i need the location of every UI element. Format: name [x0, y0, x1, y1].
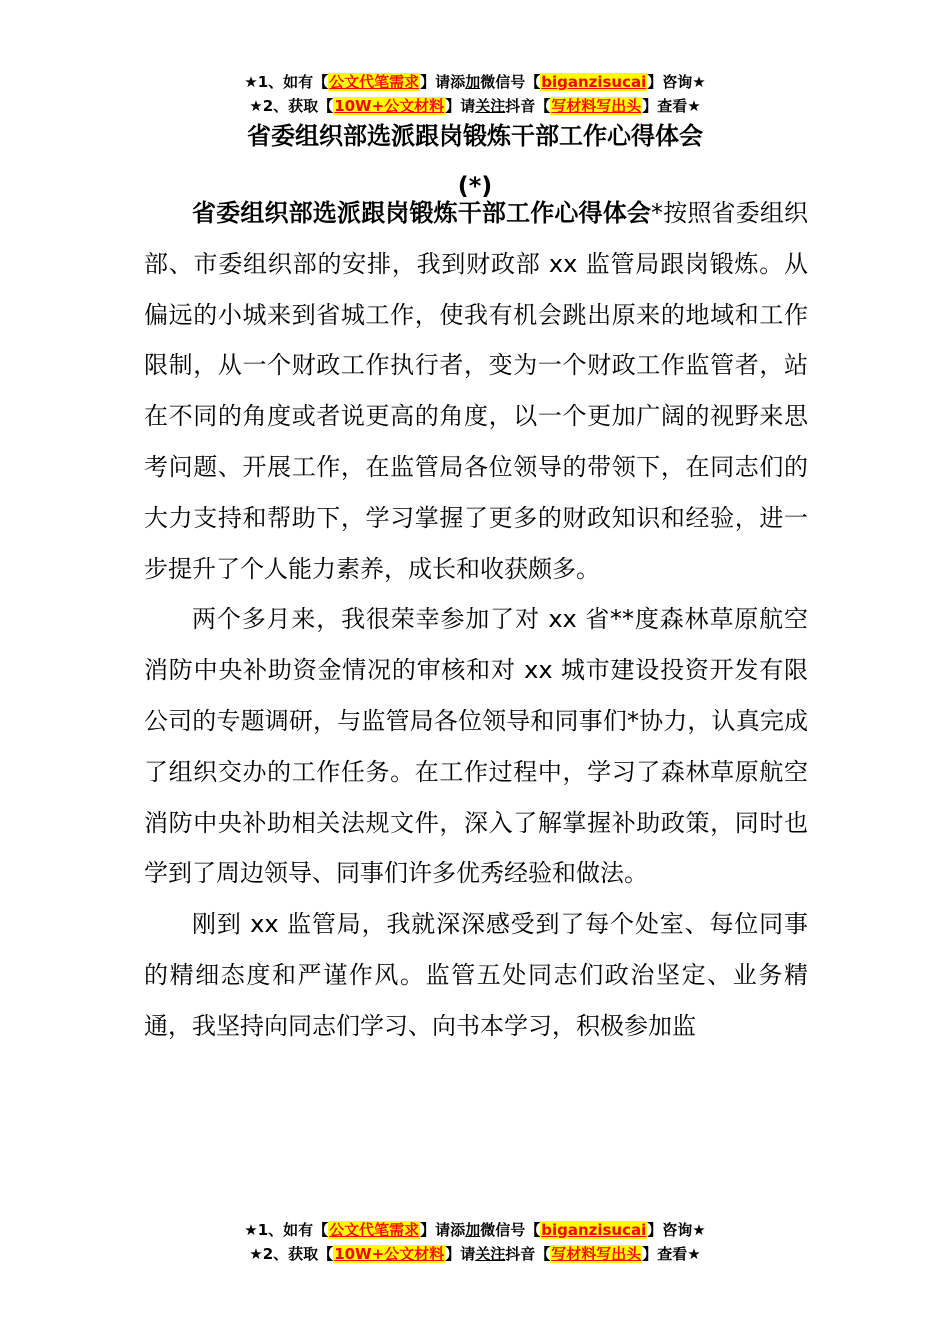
document-title: 省委组织部选派跟岗锻炼干部工作心得体会 [247, 122, 703, 150]
promo-underlined-text: 加 [465, 1221, 481, 1239]
promo-line-1 [0, 1218, 950, 1242]
promo-text: ★1、如有【 [244, 73, 329, 91]
promo-douyin-name: 写材料写出头 [551, 97, 642, 115]
paragraph-text: *按照省委组织部、市委组织部的安排，我到财政部 xx 监管局跟岗锻炼。从偏远的小城来到省城工作，使我有机会跳出原来的地域和工作限制，从一个财政工作执行者，变为一个财政工作监管者，站在不同的角度或者说更高的角度，以一个更加广阔的视野来思考问题、开展工作，在监管局各位领导的带领下，在同志们的大力支持和帮助下，学习掌握了更多的财政知识和经验，进一步提升了个人能力素养，成长和收获颇多。 [144, 199, 809, 583]
promo-highlight: 公文代笔需求 [329, 1221, 420, 1239]
promo-line-2 [0, 94, 950, 118]
promo-text: 微信号【 [480, 1221, 541, 1239]
promo-underlined-text: 关注 [475, 97, 506, 115]
document-subtitle: (*) [457, 172, 493, 200]
promo-text: 】请添 [420, 73, 466, 91]
promo-text: 抖音【 [505, 1245, 551, 1263]
promo-text: 抖音【 [505, 97, 551, 115]
promo-underlined-text: 加 [465, 73, 481, 91]
promo-text: ★2、获取【 [249, 97, 334, 115]
promo-text: 】咨询★ [647, 1221, 706, 1239]
promo-wechat-id: biganzisucai [541, 1221, 647, 1239]
promo-text: 】请添 [420, 1221, 466, 1239]
promo-text: ★1、如有【 [244, 1221, 329, 1239]
promo-highlight: 10W+公文材料 [334, 1245, 445, 1263]
paragraph-1 [144, 188, 808, 594]
promo-text: 】查看★ [642, 97, 701, 115]
promo-douyin-name: 写材料写出头 [551, 1245, 642, 1263]
paragraph-lead: 省委组织部选派跟岗锻炼干部工作心得体会 [192, 199, 652, 227]
promo-text: 微信号【 [480, 73, 541, 91]
promo-text: 】请 [445, 1245, 476, 1263]
promo-highlight: 10W+公文材料 [334, 97, 445, 115]
promo-text: 】查看★ [642, 1245, 701, 1263]
paragraph-2: 两个多月来，我很荣幸参加了对 xx 省**度森林草原航空消防中央补助资金情况的审核和对 xx 城市建设投资开发有限公司的专题调研，与监管局各位领导和同事们*协力，认真完成了组织交办的工作任务。在工作过程中，学习了森林草原航空消防中央补助相关法规文件，深入了解掌握补助政策，同时也学到了周边领导、同事们许多优秀经验和做法。 [144, 605, 808, 888]
promo-text: 】咨询★ [647, 73, 706, 91]
promo-line-1 [0, 70, 950, 94]
document-body [144, 188, 808, 1052]
promo-text: ★2、获取【 [249, 1245, 334, 1263]
promo-line-2 [0, 1242, 950, 1266]
promo-highlight: 公文代笔需求 [329, 73, 420, 91]
top-promo-banner [0, 70, 950, 118]
promo-wechat-id: biganzisucai [541, 73, 647, 91]
promo-underlined-text: 关注 [475, 1245, 506, 1263]
bottom-promo-banner [0, 1218, 950, 1266]
paragraph-3: 刚到 xx 监管局，我就深深感受到了每个处室、每位同事的精细态度和严谨作风。监管五处同志们政治坚定、业务精通，我坚持向同志们学习、向书本学习，积极参加监 [144, 910, 808, 1040]
promo-text: 】请 [445, 97, 476, 115]
